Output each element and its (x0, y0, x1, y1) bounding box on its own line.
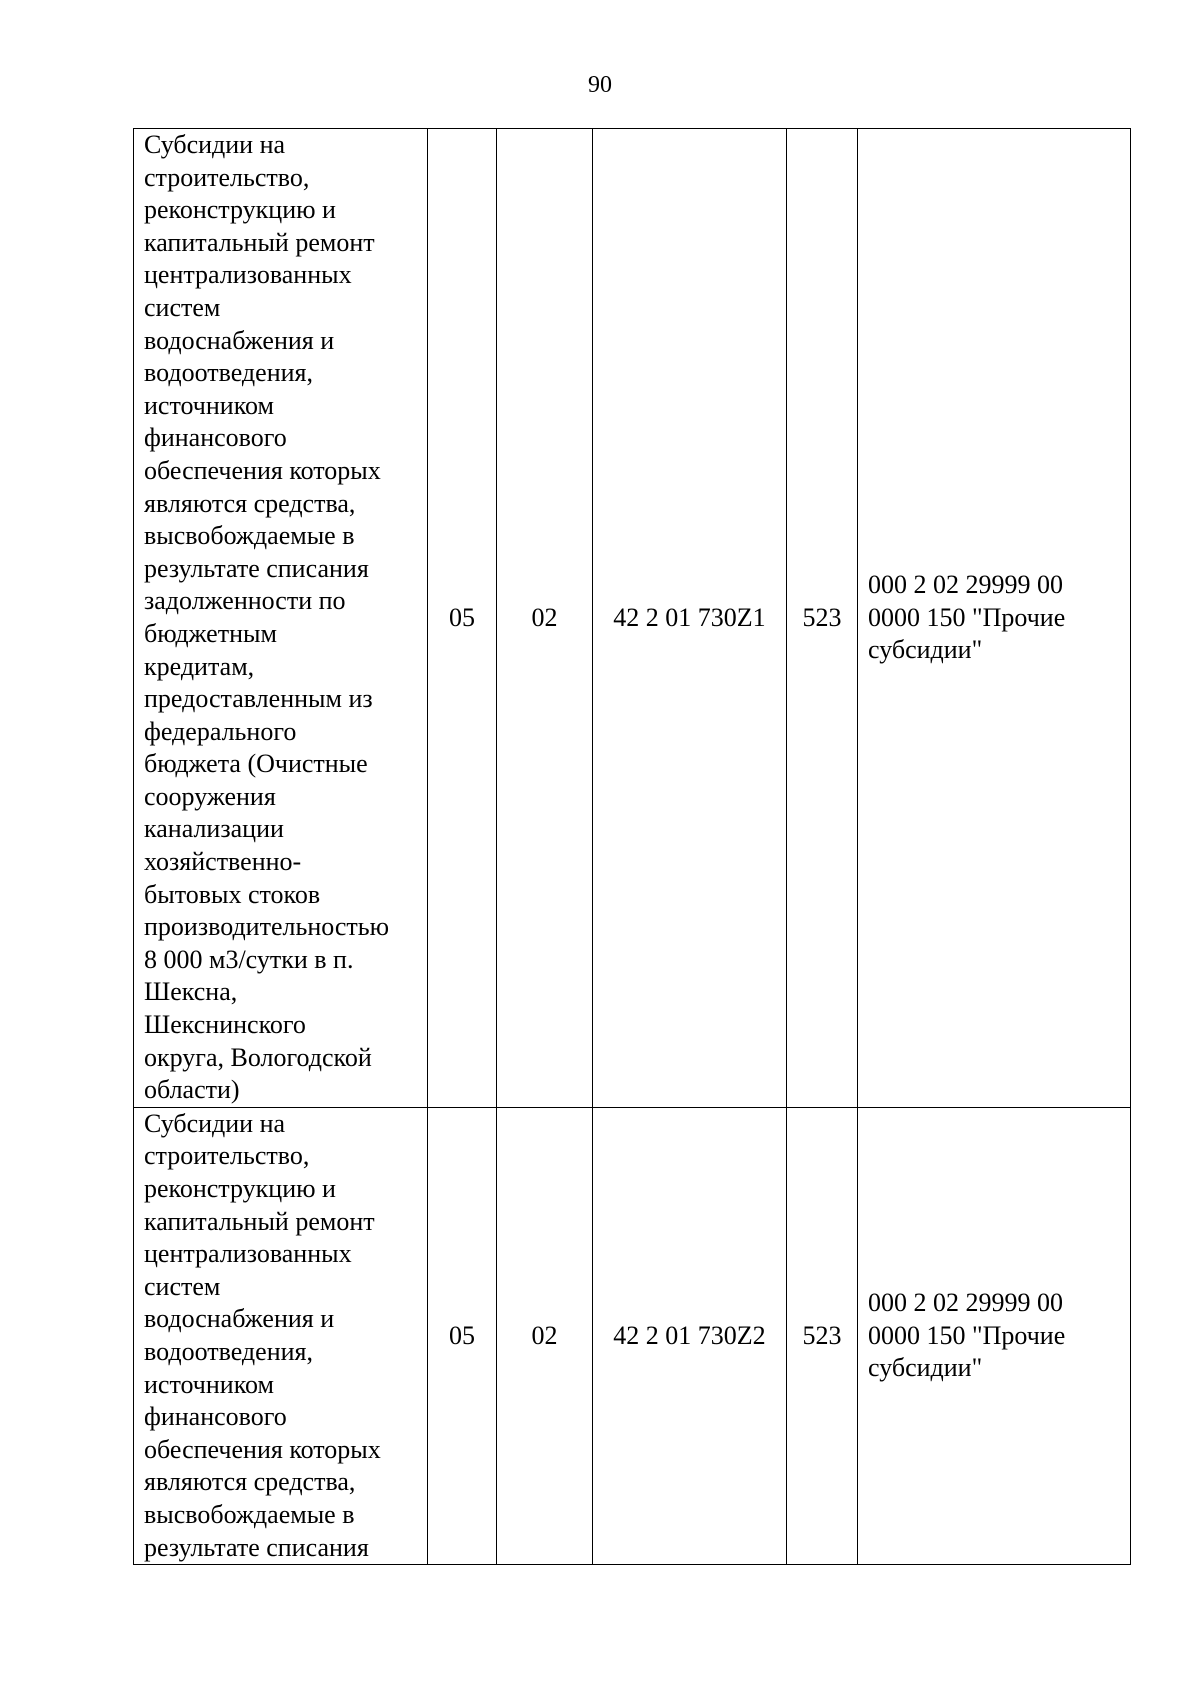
description-line: высвобождаемые в (144, 521, 355, 551)
description-line: капитальный ремонт (144, 1206, 375, 1236)
description-line: кредитам, (144, 651, 255, 681)
description-line: производительностью (144, 912, 390, 942)
description-line: округа, Вологодской (144, 1042, 372, 1072)
description-line: бюджета (Очистные (144, 749, 368, 779)
description-line: задолженности по (144, 586, 346, 616)
description-line: федерального (144, 716, 297, 746)
description-line: водоотведения, (144, 1336, 313, 1366)
row-2-revenue-code (858, 1107, 1131, 1564)
row-1-section: 05 (428, 129, 497, 1108)
row-2-description (134, 1107, 428, 1564)
row-1-revenue-code (858, 129, 1131, 1108)
row-2-expense-type: 523 (787, 1107, 858, 1564)
description-line: 8 000 м3/сутки в п. (144, 944, 354, 974)
revenue-code-line: 000 2 02 29999 00 (868, 1288, 1063, 1318)
description-line: являются средства, (144, 1467, 356, 1497)
description-line: Субсидии на (144, 130, 286, 159)
description-line: хозяйственно- (144, 847, 302, 877)
budget-table (133, 128, 1131, 1565)
description-line: являются средства, (144, 488, 356, 518)
description-line: Субсидии на (144, 1108, 286, 1138)
revenue-code-line: 0000 150 "Прочие (868, 1320, 1066, 1350)
description-line: реконструкцию и (144, 195, 336, 225)
description-line: источником (144, 390, 274, 420)
description-line: строительство, (144, 162, 310, 192)
row-1-description (134, 129, 428, 1108)
description-line: канализации (144, 814, 284, 844)
table-row (134, 1107, 1131, 1564)
description-line: области) (144, 1075, 240, 1105)
description-line: Шекснинского (144, 1010, 306, 1040)
table-row (134, 129, 1131, 1108)
revenue-code-line: 000 2 02 29999 00 (868, 570, 1063, 600)
description-line: бюджетным (144, 618, 277, 648)
description-line: бытовых стоков (144, 879, 321, 909)
description-line: сооружения (144, 781, 276, 811)
description-line: систем (144, 292, 221, 322)
description-line: финансового (144, 423, 287, 453)
description-line: высвобождаемые в (144, 1499, 355, 1529)
row-2-section: 05 (428, 1107, 497, 1564)
description-line: источником (144, 1369, 274, 1399)
description-line: водоснабжения и (144, 325, 335, 355)
description-line: водоотведения, (144, 358, 313, 388)
description-line: строительство, (144, 1141, 310, 1171)
description-line: водоснабжения и (144, 1304, 335, 1334)
row-2-subsection: 02 (497, 1107, 593, 1564)
description-line: реконструкцию и (144, 1174, 336, 1203)
description-line: результате списания (144, 553, 369, 583)
description-line: финансового (144, 1402, 287, 1432)
row-1-subsection: 02 (497, 129, 593, 1108)
description-line: капитальный ремонт (144, 227, 375, 257)
row-2-target-article: 42 2 01 730Z2 (593, 1107, 787, 1564)
description-line: Шексна, (144, 977, 238, 1007)
description-line: предоставленным из (144, 684, 373, 714)
description-line: обеспечения которых (144, 1434, 381, 1464)
description-line: централизованных (144, 260, 352, 290)
revenue-code-line: субсидии" (868, 1353, 983, 1383)
revenue-code-line: 0000 150 "Прочие (868, 602, 1066, 632)
description-line: обеспечения которых (144, 455, 381, 485)
description-line: результате списания (144, 1532, 369, 1562)
description-line: систем (144, 1271, 221, 1301)
page-number: 90 (588, 72, 612, 98)
row-1-target-article: 42 2 01 730Z1 (593, 129, 787, 1108)
revenue-code-line: субсидии" (868, 635, 983, 665)
description-line: централизованных (144, 1239, 352, 1269)
row-1-expense-type: 523 (787, 129, 858, 1108)
